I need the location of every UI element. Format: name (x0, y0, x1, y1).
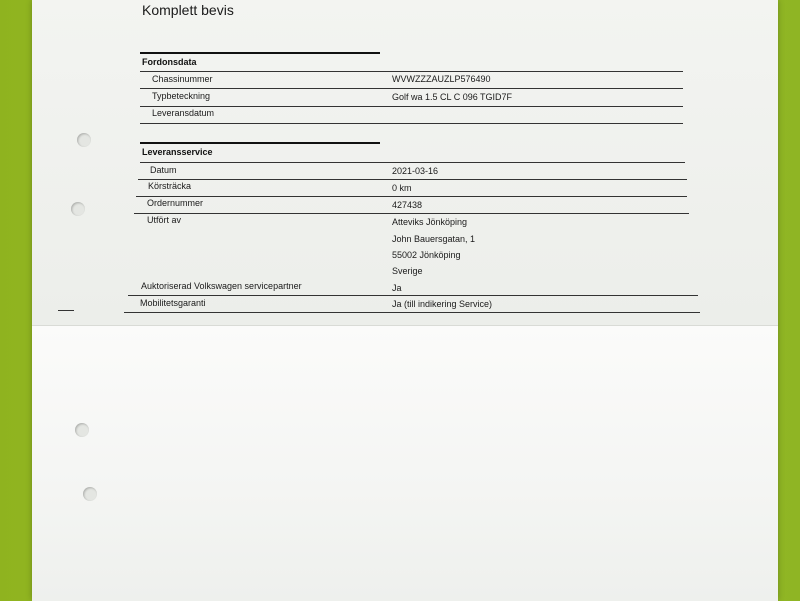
field-value-chassinummer: WVWZZZAUZLP576490 (392, 74, 491, 84)
field-value-auktoriserad: Ja (392, 283, 402, 293)
field-label-ordernummer: Ordernummer (147, 198, 204, 208)
document-folded-section (32, 325, 778, 601)
punch-hole (71, 202, 85, 216)
field-value-korstracka: 0 km (392, 183, 412, 193)
fold-mark (58, 310, 74, 311)
row-divider (140, 71, 683, 72)
section-rule (140, 52, 380, 54)
section-rule (140, 142, 380, 144)
row-divider (140, 88, 683, 89)
punch-hole (77, 133, 91, 147)
row-divider (134, 213, 689, 214)
field-label-typbeteckning: Typbeteckning (152, 91, 211, 101)
field-label-auktoriserad: Auktoriserad Volkswagen servicepartner (141, 281, 302, 291)
row-divider (128, 295, 698, 296)
section-heading-fordonsdata: Fordonsdata (142, 57, 197, 67)
field-label-leveransdatum: Leveransdatum (152, 108, 215, 118)
field-label-mobilitetsgaranti: Mobilitetsgaranti (140, 298, 206, 308)
row-divider (140, 162, 685, 163)
punch-hole (75, 423, 89, 437)
field-value-ordernummer: 427438 (392, 200, 423, 210)
field-label-chassinummer: Chassinummer (152, 74, 213, 84)
page-title: Komplett bevis (142, 2, 234, 18)
field-label-datum: Datum (150, 165, 177, 175)
row-divider (136, 196, 687, 197)
row-divider (138, 179, 687, 180)
address-line: Sverige (392, 266, 423, 276)
row-divider (124, 312, 700, 313)
field-value-typbeteckning: Golf wa 1.5 CL C 096 TGID7F (392, 92, 513, 102)
punch-hole (83, 487, 97, 501)
field-value-datum: 2021-03-16 (392, 166, 439, 176)
section-heading-leveransservice: Leveransservice (142, 147, 213, 157)
row-divider (140, 123, 683, 124)
field-label-korstracka: Körsträcka (148, 181, 192, 191)
address-line: John Bauersgatan, 1 (392, 234, 476, 244)
address-line: 55002 Jönköping (392, 250, 461, 260)
field-value-mobilitetsgaranti: Ja (till indikering Service) (392, 299, 493, 309)
field-label-utfort-av: Utfört av (147, 215, 182, 225)
row-divider (140, 106, 683, 107)
address-line: Atteviks Jönköping (392, 217, 468, 227)
